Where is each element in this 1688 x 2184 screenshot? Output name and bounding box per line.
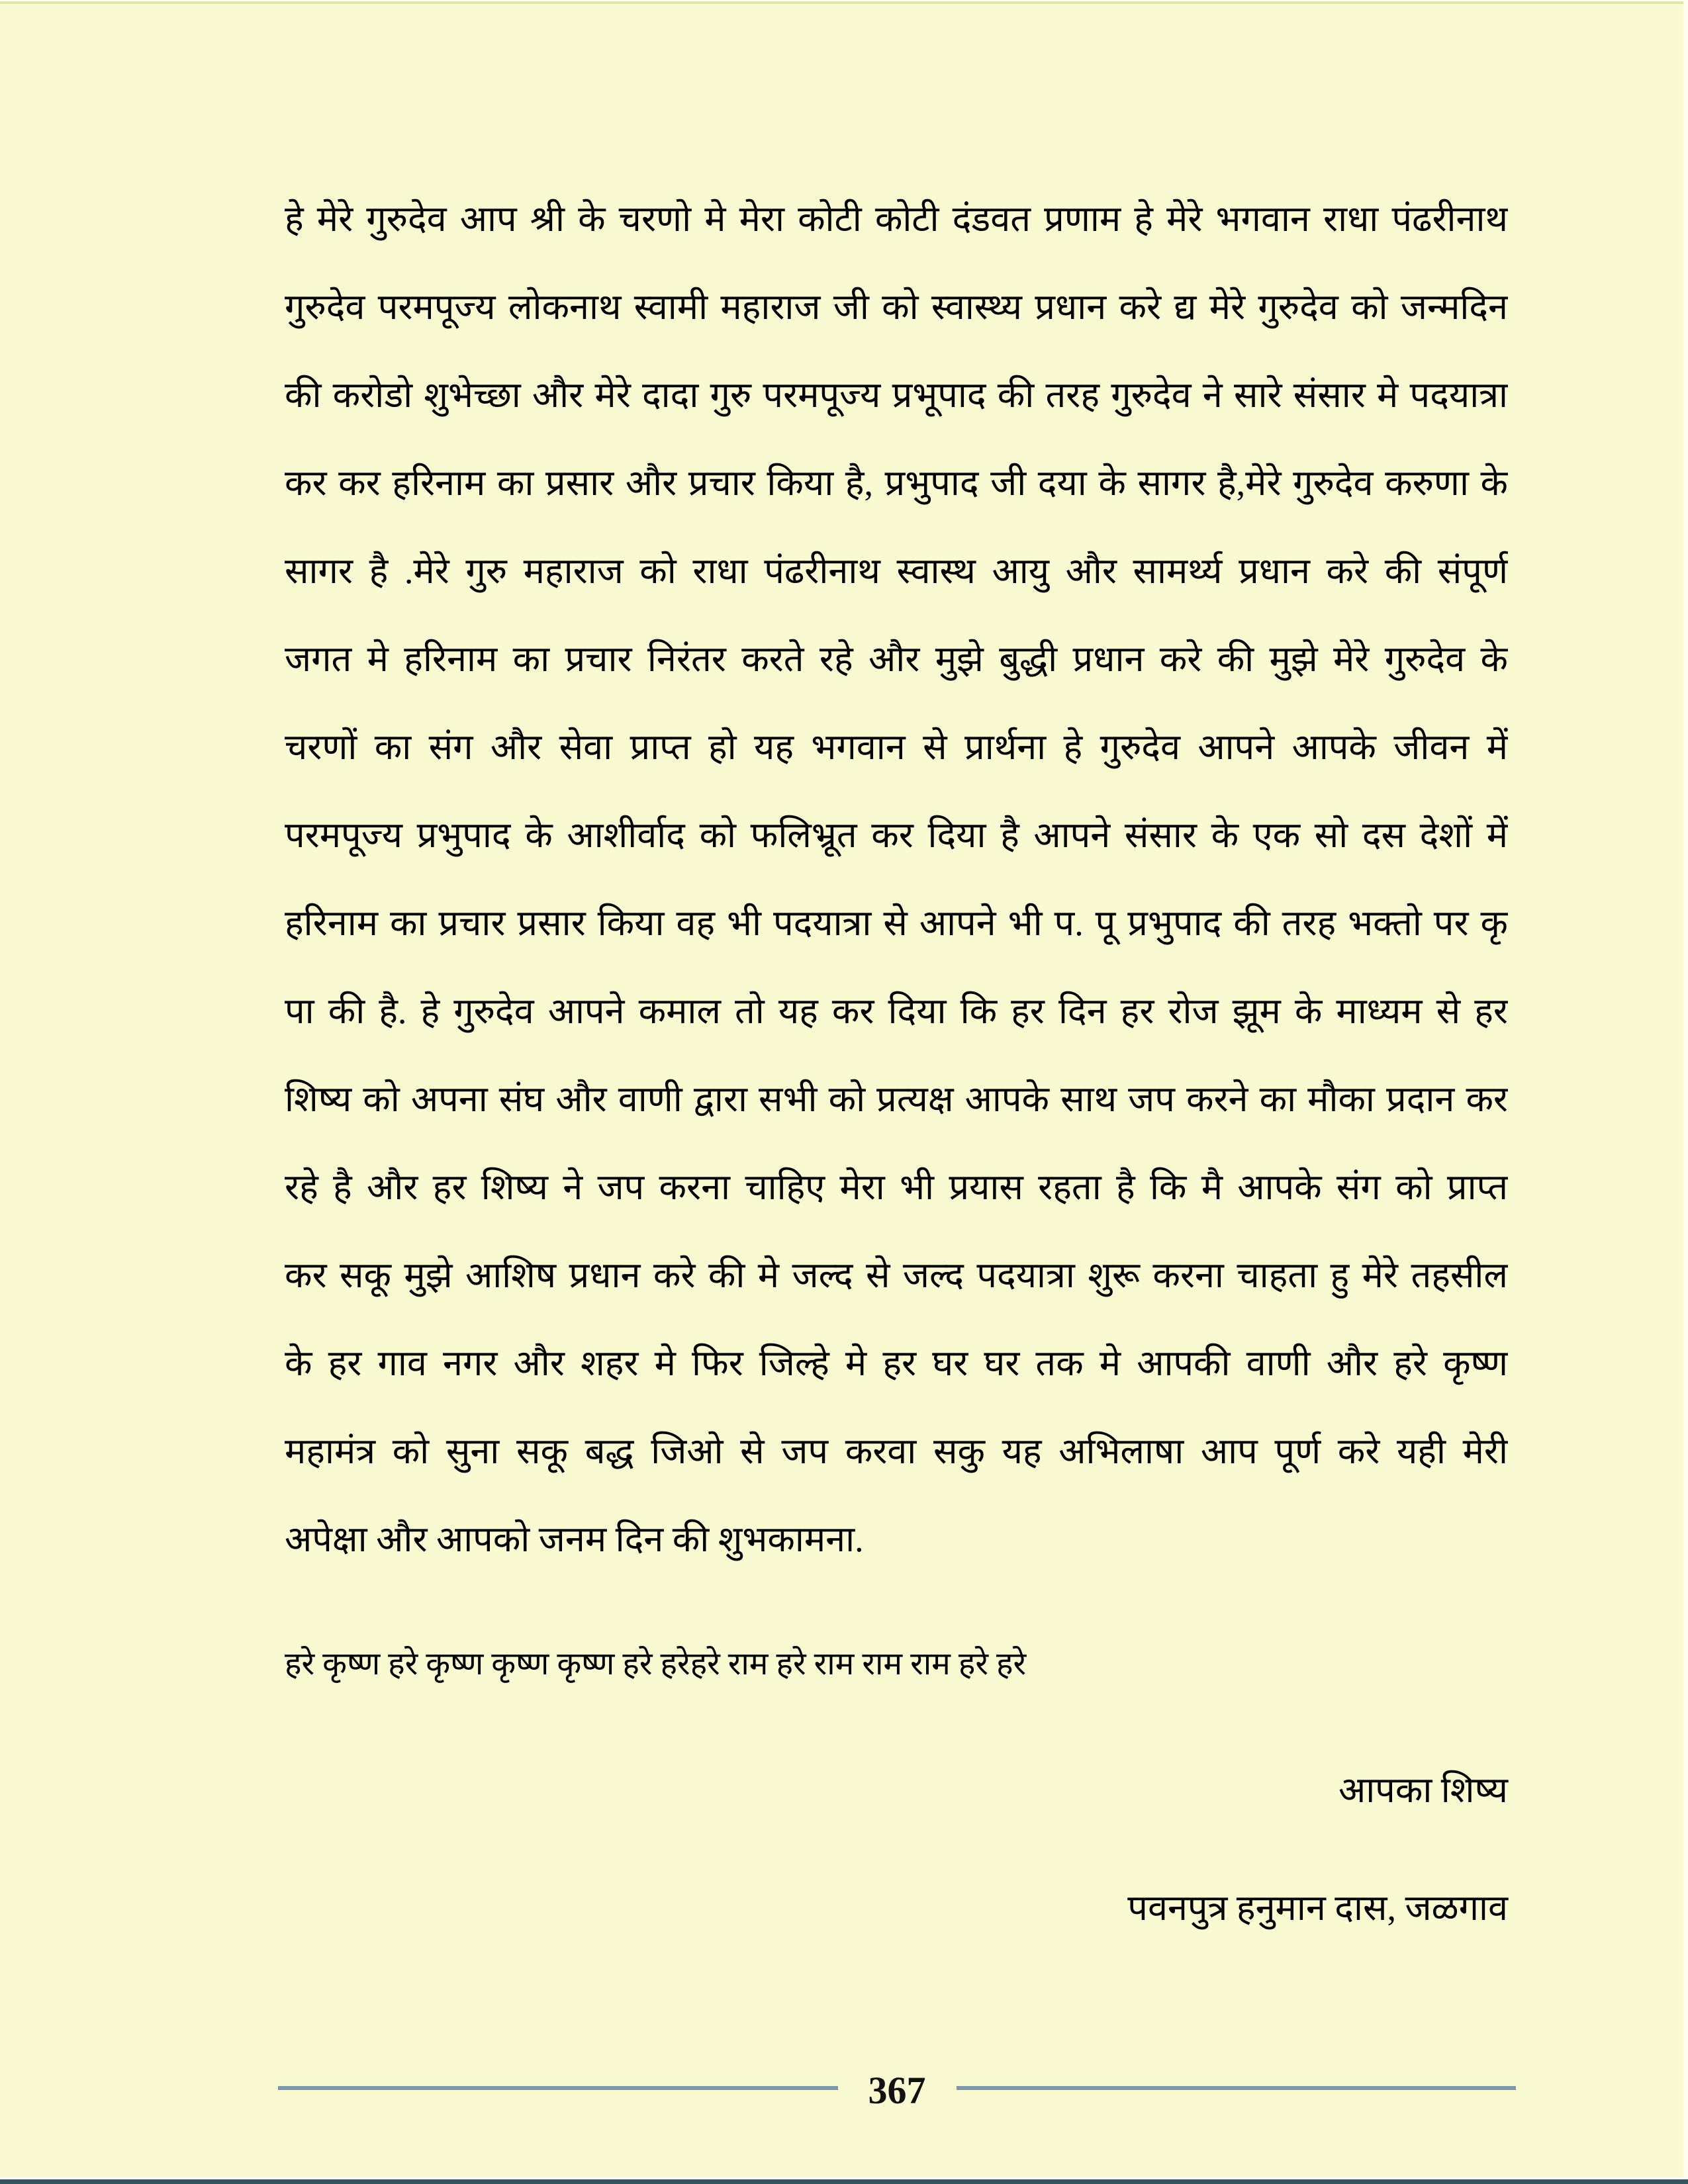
paragraph-line: रहे है और हर शिष्य ने जप करना चाहिए मेरा भी प्रयास रहता है कि मै आपके संग को प्राप्त [285,1167,1508,1207]
paragraph-line: सागर है .मेरे गुरु महाराज को राधा पंढरीनाथ स्वास्थ आयु और सामर्थ्य प्रधान करे की संपूर्ण [285,551,1508,591]
page-footer [278,2070,1516,2111]
paragraph-line: गुरुदेव परमपूज्य लोकनाथ स्वामी महाराज जी को स्वास्थ्य प्रधान करे द्य मेरे गुरुदेव को जन्मदिन [285,287,1508,327]
paragraph-line: कर कर हरिनाम का प्रसार और प्रचार किया है, प्रभुपाद जी दया के सागर है,मेरे गुरुदेव करुणा के [285,463,1508,503]
signature-role: आपका शिष्य [1338,1770,1508,1810]
paragraph-line: हे मेरे गुरुदेव आप श्री के चरणो मे मेरा कोटी कोटी दंडवत प्रणाम हे मेरे भगवान राधा पंढरीनाथ [285,199,1508,239]
signature-name: पवनपुत्र हनुमान दास, जळगाव [1127,1888,1508,1928]
paragraph-line: परमपूज्य प्रभुपाद के आशीर्वाद को फलिभ्रूत कर दिया है आपने संसार के एक सो दस देशों में [285,815,1508,855]
paragraph-line: महामंत्र को सुना सकू बद्ध जिओ से जप करवा सकु यह अभिलाषा आप पूर्ण करे यही मेरी [285,1432,1508,1471]
paragraph-line: के हर गाव नगर और शहर मे फिर जिल्हे मे हर घर घर तक मे आपकी वाणी और हरे कृष्ण [285,1343,1508,1383]
letter-paragraph [285,175,1508,1584]
paragraph-line: जगत मे हरिनाम का प्रचार निरंतर करते रहे और मुझे बुद्धी प्रधान करे की मुझे मेरे गुरुदेव के [285,639,1508,679]
paragraph-line: शिष्य को अपना संघ और वाणी द्वारा सभी को प्रत्यक्ष आपके साथ जप करने का मौका प्रदान कर [285,1079,1508,1119]
paragraph-line: पा की है. हे गुरुदेव आपने कमाल तो यह कर दिया कि हर दिन हर रोज झूम के माध्यम से हर [285,991,1508,1031]
scan-edge-top [0,0,1688,4]
scan-edge-right [1683,0,1688,2184]
paragraph-line: अपेक्षा और आपको जनम दिन की शुभकामना. [285,1520,864,1559]
footer-rule-left [278,2086,838,2090]
paragraph-line: हरिनाम का प्रचार प्रसार किया वह भी पदयात्रा से आपने भी प. पू प्रभुपाद की तरह भक्तो पर कृ [285,903,1508,943]
paragraph-line: कर सकू मुझे आशिष प्रधान करे की मे जल्द से जल्द पदयात्रा शुरू करना चाहता हु मेरे तहसील [285,1255,1508,1295]
paragraph-line: की करोडो शुभेच्छा और मेरे दादा गुरु परमपूज्य प्रभूपाद की तरह गुरुदेव ने सारे संसार मे पदयात्रा [285,375,1508,415]
mantra-line: हरे कृष्ण हरे कृष्ण कृष्ण कृष्ण हरे हरेहरे राम हरे राम राम राम हरे हरे [285,1647,1027,1682]
page-number: 367 [868,2069,926,2112]
signature-block [1127,1757,1508,1941]
paragraph-line: चरणों का संग और सेवा प्राप्त हो यह भगवान से प्रार्थना हे गुरुदेव आपने आपके जीवन में [285,727,1508,767]
scan-edge-bottom [0,2177,1688,2184]
footer-rule-right [957,2086,1517,2090]
